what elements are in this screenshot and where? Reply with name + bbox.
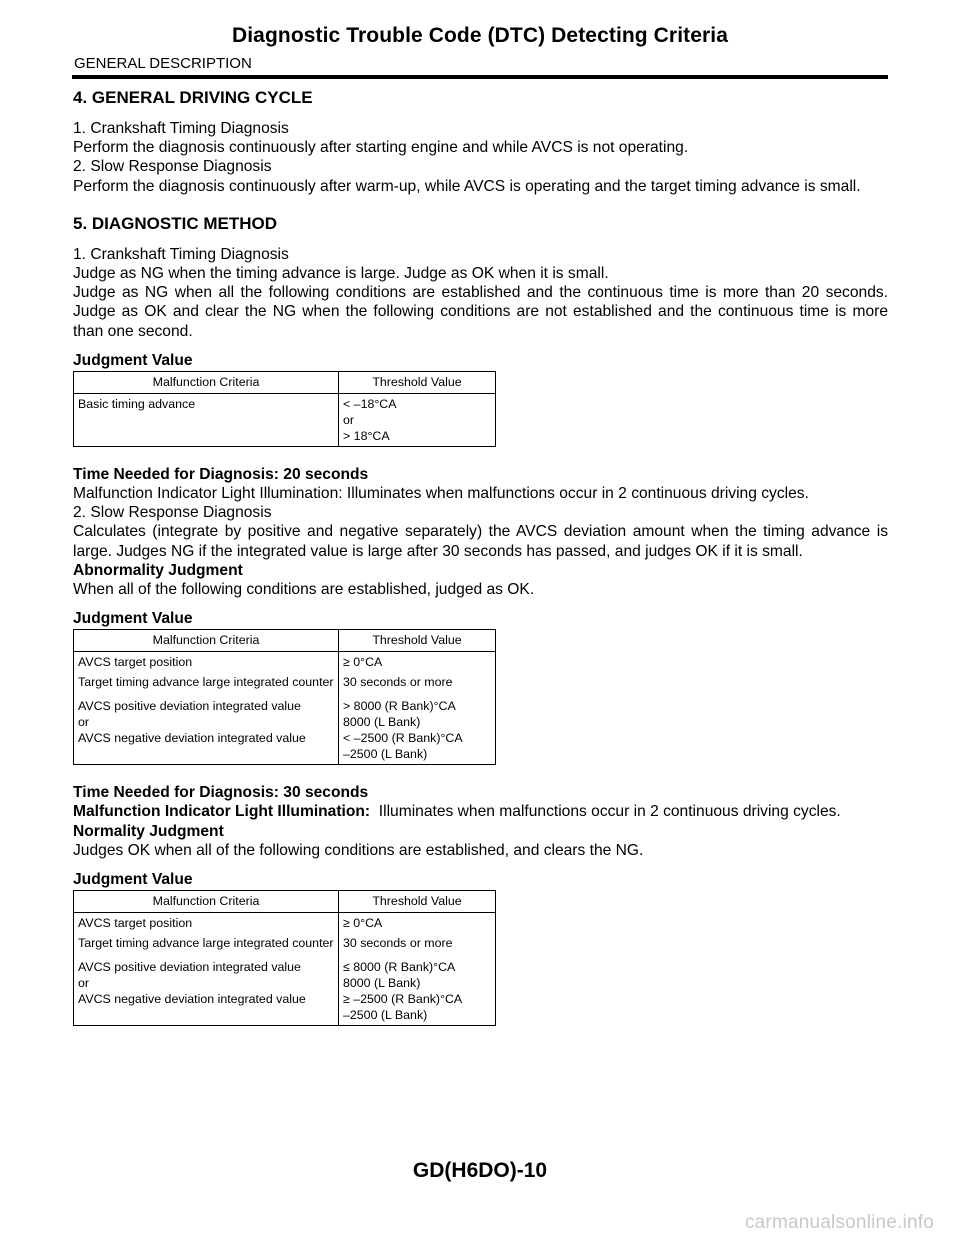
s5-line-1: 1. Crankshaft Timing Diagnosis bbox=[73, 245, 289, 263]
table-cell bbox=[74, 957, 339, 1026]
threshold-line: > 8000 (R Bank)°CA bbox=[343, 699, 456, 714]
judgment-value-heading-1: Judgment Value bbox=[73, 351, 193, 369]
mil-label: Malfunction Indicator Light Illumination: bbox=[73, 803, 371, 821]
table-cell bbox=[339, 957, 496, 1026]
s4-line-1: 1. Crankshaft Timing Diagnosis bbox=[73, 120, 289, 137]
document-body bbox=[73, 88, 888, 1026]
threshold-line: < –2500 (R Bank)°CA bbox=[343, 731, 463, 746]
table-cell: Basic timing advance bbox=[74, 393, 339, 446]
threshold-line: –2500 (L Bank) bbox=[343, 1008, 428, 1023]
table-cell bbox=[339, 696, 496, 765]
table-cell bbox=[339, 393, 496, 446]
criteria-line: or bbox=[78, 715, 90, 730]
table-cell: AVCS target position bbox=[74, 652, 339, 673]
time-needed-1: Time Needed for Diagnosis: 20 seconds bbox=[73, 465, 369, 483]
judgment-value-heading-3: Judgment Value bbox=[73, 871, 193, 889]
threshold-line: ≥ –2500 (R Bank)°CA bbox=[343, 992, 463, 1007]
s5-line-2: Judge as NG when the timing advance is large. Judge as OK when it is small. bbox=[73, 265, 609, 283]
normality-text: Judges OK when all of the following conditions are established, and clears the NG. bbox=[73, 841, 644, 859]
table-cell: AVCS target position bbox=[74, 913, 339, 934]
table-cell: ≥ 0°CA bbox=[339, 652, 496, 673]
threshold-line: 8000 (L Bank) bbox=[343, 715, 421, 730]
table-header: Threshold Value bbox=[339, 891, 496, 913]
threshold-line: > 18°CA bbox=[343, 428, 390, 443]
table-header: Malfunction Criteria bbox=[74, 891, 339, 913]
threshold-line: –2500 (L Bank) bbox=[343, 747, 428, 762]
criteria-line: AVCS positive deviation integrated value bbox=[78, 699, 301, 714]
threshold-line: < –18°CA bbox=[343, 396, 397, 411]
judgment-table-3 bbox=[73, 890, 496, 1026]
normality-heading: Normality Judgment bbox=[73, 822, 224, 840]
s4-line-2: Perform the diagnosis continuously after starting engine and while AVCS is not operating. bbox=[73, 139, 689, 157]
page-code: GD(H6DO)-10 bbox=[412, 1159, 548, 1182]
section-4-heading: 4. GENERAL DRIVING CYCLE bbox=[73, 88, 313, 107]
abnormality-text: When all of the following conditions are established, judged as OK. bbox=[73, 581, 535, 599]
s5-line-5: Calculates (integrate by positive and negative separately) the AVCS deviation amount when the timing advance is large. Judges NG if the integrated value is large after 30 seconds has passed, and judges OK if it is small. bbox=[73, 523, 888, 560]
threshold-line: ≤ 8000 (R Bank)°CA bbox=[343, 960, 456, 975]
criteria-line: AVCS negative deviation integrated value bbox=[78, 992, 306, 1007]
table-header: Threshold Value bbox=[339, 630, 496, 652]
threshold-line: or bbox=[343, 412, 355, 427]
table-cell: ≥ 0°CA bbox=[339, 913, 496, 934]
time-needed-2: Time Needed for Diagnosis: 30 seconds bbox=[73, 784, 369, 802]
table-cell: 30 seconds or more bbox=[339, 672, 496, 696]
table-cell: Target timing advance large integrated counter bbox=[74, 672, 339, 696]
judgment-table-1 bbox=[73, 371, 496, 447]
criteria-line: or bbox=[78, 976, 90, 991]
s5-line-3: Judge as NG when all the following conditions are established and the continuous time is more than 20 seconds. Judge as OK and clear the NG when the following conditions are not established and the continuous time is more than one second. bbox=[73, 284, 888, 340]
table-cell: 30 seconds or more bbox=[339, 933, 496, 957]
mil-illumination-2 bbox=[73, 802, 888, 821]
page-title: Diagnostic Trouble Code (DTC) Detecting Criteria bbox=[231, 24, 728, 47]
header-divider bbox=[72, 75, 888, 79]
criteria-line: AVCS positive deviation integrated value bbox=[78, 960, 301, 975]
criteria-line: AVCS negative deviation integrated value bbox=[78, 731, 306, 746]
judgment-value-heading-2: Judgment Value bbox=[73, 610, 193, 628]
abnormality-heading: Abnormality Judgment bbox=[73, 561, 243, 579]
section-5-heading: 5. DIAGNOSTIC METHOD bbox=[73, 213, 278, 233]
table-cell bbox=[74, 696, 339, 765]
s4-line-3: 2. Slow Response Diagnosis bbox=[73, 158, 272, 176]
table-header: Malfunction Criteria bbox=[74, 630, 339, 652]
s4-line-4: Perform the diagnosis continuously after warm-up, while AVCS is operating and the target timing advance is small. bbox=[73, 177, 861, 195]
watermark: carmanualsonline.info bbox=[744, 1212, 934, 1233]
table-header: Threshold Value bbox=[339, 371, 496, 393]
section-label: GENERAL DESCRIPTION bbox=[74, 55, 252, 72]
judgment-table-2 bbox=[73, 629, 496, 765]
mil-illumination-1: Malfunction Indicator Light Illumination: Illuminates when malfunctions occur in 2 continuous driving cycles. bbox=[73, 485, 809, 503]
mil-text: Illuminates when malfunctions occur in 2 continuous driving cycles. bbox=[378, 803, 841, 821]
threshold-line: 8000 (L Bank) bbox=[343, 976, 421, 991]
s5-line-4: 2. Slow Response Diagnosis bbox=[73, 504, 272, 522]
table-cell: Target timing advance large integrated counter bbox=[74, 933, 339, 957]
table-header: Malfunction Criteria bbox=[74, 371, 339, 393]
